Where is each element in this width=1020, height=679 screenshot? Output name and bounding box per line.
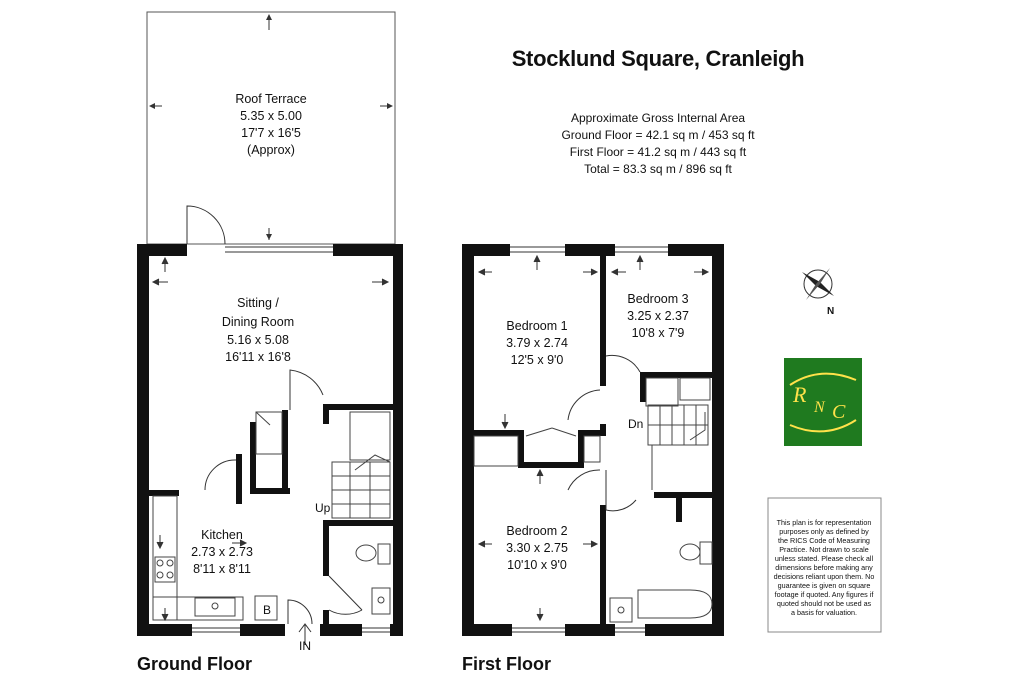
- svg-text:10'8 x 7'9: 10'8 x 7'9: [631, 326, 685, 340]
- svg-text:R: R: [793, 382, 807, 407]
- svg-text:17'7 x 16'5: 17'7 x 16'5: [241, 126, 301, 140]
- svg-text:(Approx): (Approx): [247, 143, 295, 157]
- svg-text:a basis for valuation.: a basis for valuation.: [791, 608, 857, 617]
- svg-text:Bedroom 1: Bedroom 1: [506, 319, 568, 333]
- stairs-up-label: Up: [315, 501, 331, 515]
- entrance-label: IN: [299, 639, 311, 653]
- svg-text:8'11 x 8'11: 8'11 x 8'11: [193, 562, 251, 576]
- bedroom2-label: [506, 524, 568, 572]
- boiler-label: B: [263, 603, 272, 617]
- stairs-down-label: Dn: [628, 417, 644, 431]
- svg-text:quoted should not be used as: quoted should not be used as: [776, 599, 872, 608]
- svg-text:purposes only as defined by: purposes only as defined by: [779, 527, 869, 536]
- svg-text:dimensions before making any: dimensions before making any: [775, 563, 873, 572]
- svg-text:5.35 x 5.00: 5.35 x 5.00: [240, 109, 302, 123]
- area-first: First Floor = 41.2 sq m / 443 sq ft: [569, 145, 747, 159]
- svg-text:decisions reliant upon them. N: decisions reliant upon them. No: [773, 572, 875, 581]
- svg-text:Dining Room: Dining Room: [221, 315, 295, 329]
- svg-text:3.79 x 2.74: 3.79 x 2.74: [506, 336, 568, 350]
- disclaimer-box: [768, 498, 881, 632]
- svg-text:footage if quoted. Any figures: footage if quoted. Any figures if: [774, 590, 874, 599]
- agency-logo: [784, 358, 862, 446]
- svg-text:3.25 x 2.37: 3.25 x 2.37: [627, 309, 689, 323]
- svg-text:16'11 x 16'8: 16'11 x 16'8: [225, 350, 291, 364]
- sitting-room-label: [222, 296, 294, 364]
- svg-text:10'10 x 9'0: 10'10 x 9'0: [507, 558, 567, 572]
- area-heading: Approximate Gross Internal Area: [570, 111, 746, 125]
- kitchen-label: [191, 528, 253, 576]
- svg-text:Kitchen: Kitchen: [201, 528, 243, 542]
- svg-text:12'5 x 9'0: 12'5 x 9'0: [510, 353, 564, 367]
- ground-floor-caption: Ground Floor: [137, 654, 252, 674]
- area-total: Total = 83.3 sq m / 896 sq ft: [584, 162, 732, 176]
- svg-text:2.73 x 2.73: 2.73 x 2.73: [191, 545, 253, 559]
- compass-icon: [802, 268, 834, 300]
- north-label: N: [827, 306, 835, 317]
- svg-text:N: N: [814, 399, 825, 416]
- svg-text:Bedroom 3: Bedroom 3: [627, 292, 689, 306]
- svg-text:the RICS Code of Measuring: the RICS Code of Measuring: [778, 536, 870, 545]
- svg-text:Roof Terrace: Roof Terrace: [235, 92, 307, 106]
- svg-text:guarantee is given on square: guarantee is given on square: [777, 581, 871, 590]
- bedroom3-label: [627, 292, 689, 340]
- svg-text:Practice. Not drawn to scale: Practice. Not drawn to scale: [779, 545, 869, 554]
- svg-text:3.30 x 2.75: 3.30 x 2.75: [506, 541, 568, 555]
- bedroom1-label: [506, 319, 568, 367]
- roof-terrace-label: [235, 92, 306, 157]
- svg-text:C: C: [832, 401, 846, 423]
- svg-text:This plan is for representatio: This plan is for representation: [776, 518, 872, 527]
- svg-text:unless stated. Please check al: unless stated. Please check all: [774, 554, 874, 563]
- area-ground: Ground Floor = 42.1 sq m / 453 sq ft: [561, 128, 755, 142]
- property-title: Stocklund Square, Cranleigh: [511, 46, 805, 71]
- svg-text:Bedroom 2: Bedroom 2: [506, 524, 568, 538]
- svg-text:5.16 x 5.08: 5.16 x 5.08: [227, 333, 289, 347]
- first-floor-caption: First Floor: [462, 654, 551, 674]
- svg-text:Sitting /: Sitting /: [237, 296, 279, 310]
